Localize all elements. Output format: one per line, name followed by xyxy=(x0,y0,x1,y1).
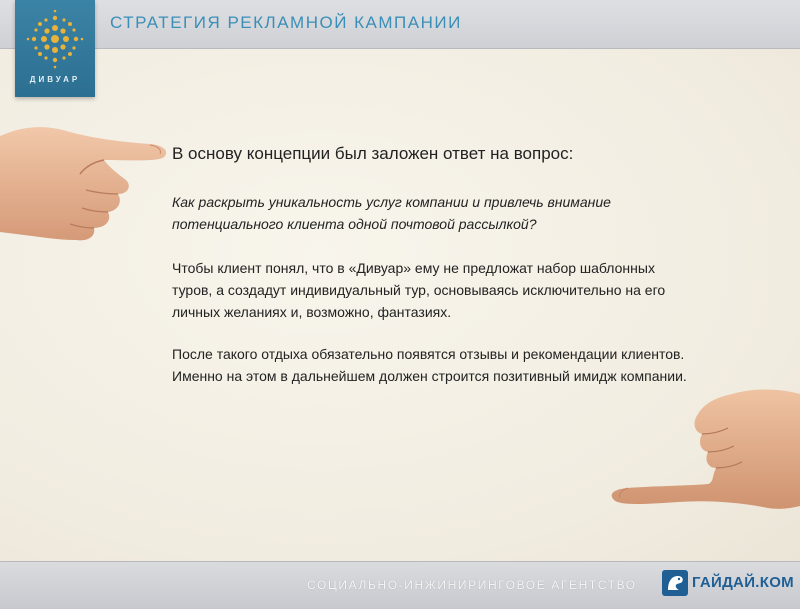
logo-wordmark: ДИВУАР xyxy=(29,75,81,84)
divuar-logo xyxy=(15,0,95,97)
pointing-hand-left-icon xyxy=(0,118,172,258)
paragraph-2: После такого отдыха обязательно появятся отзывы и рекомендации клиентов. Именно на этом в дальнейшем должен строится позитивный имидж компании. xyxy=(172,346,687,384)
partner-logo xyxy=(662,570,794,596)
question-text: Как раскрыть уникальность услуг компании и привлечь внимание потенциального клиента одной почтовой рассылкой? xyxy=(172,194,611,232)
main-content xyxy=(172,143,702,407)
gaidai-logo-icon xyxy=(662,570,688,596)
paragraph-1: Чтобы клиент понял, что в «Дивуар» ему не предложат набор шаблонных туров, а создадут индивидуальный тур, основываясь исключительно на его личных желаниях и, возможно, фантазиях. xyxy=(172,260,666,320)
pointing-hand-right-icon xyxy=(608,388,800,518)
lead-text: В основу концепции был заложен ответ на вопрос: xyxy=(172,144,574,163)
partner-name: ГАЙДАЙ.КОМ xyxy=(692,574,794,591)
divuar-logo-icon xyxy=(25,8,85,70)
footer-tagline: СОЦИАЛЬНО-ИНЖИНИРИНГОВОЕ АГЕНТСТВО xyxy=(307,578,637,592)
page-title: СТРАТЕГИЯ РЕКЛАМНОЙ КАМПАНИИ xyxy=(110,13,462,32)
